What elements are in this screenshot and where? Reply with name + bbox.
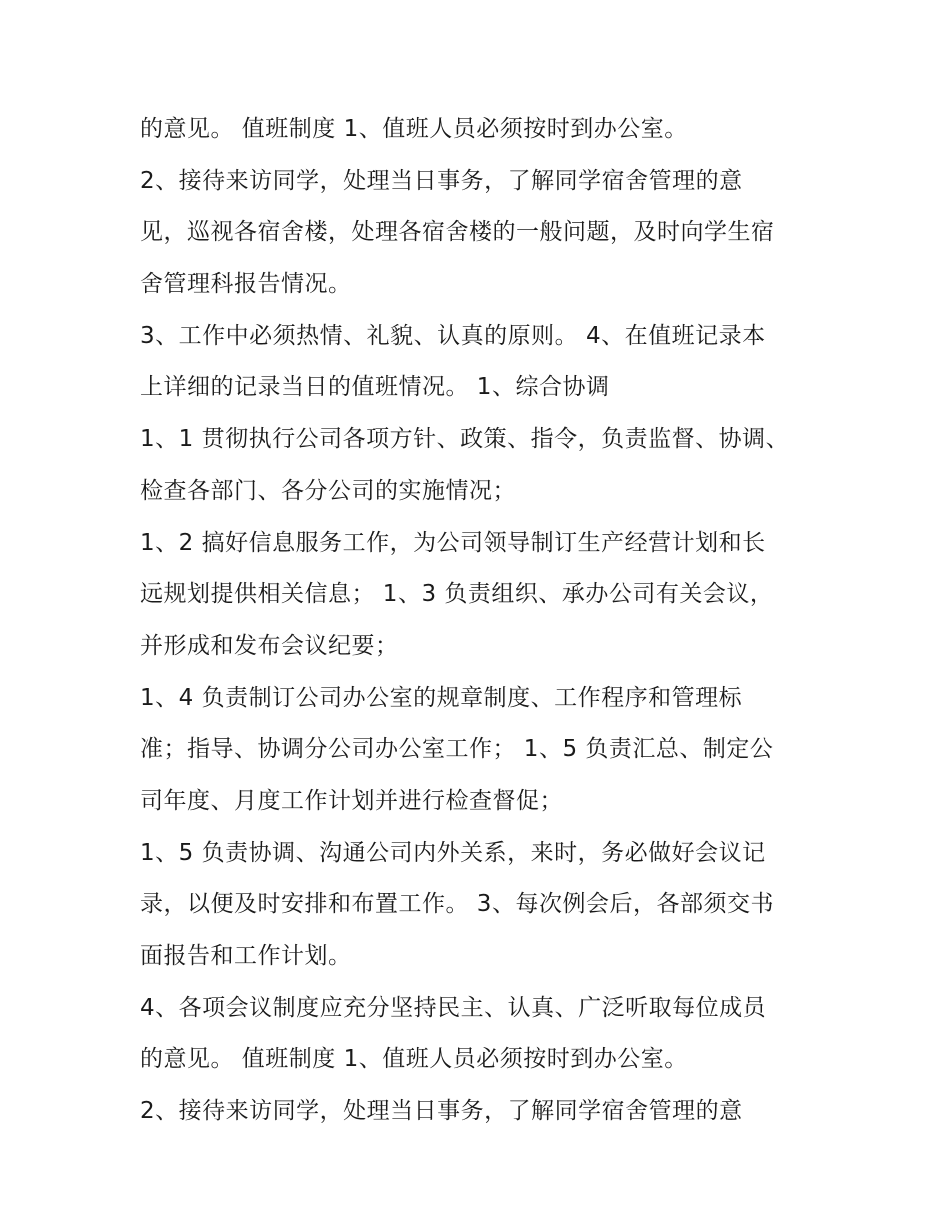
body-text: [140, 104, 840, 1138]
text-line: 1、2 搞好信息服务工作，为公司领导制订生产经营计划和长: [140, 529, 766, 556]
text-line: 检查各部门、各分公司的实施情况；: [140, 477, 516, 504]
text-line: 录，以便及时安排和布置工作。 3、每次例会后，各部须交书: [140, 891, 774, 918]
text-line: 的意见。 值班制度 1、值班人员必须按时到办公室。: [140, 1046, 688, 1073]
text-line: 舍管理科报告情况。: [140, 271, 352, 298]
text-line: 1、5 负责协调、沟通公司内外关系，来时，务必做好会议记: [140, 839, 766, 866]
text-line: 2、接待来访同学，处理当日事务，了解同学宿舍管理的意: [140, 167, 743, 194]
text-line: 并形成和发布会议纪要；: [140, 632, 399, 659]
text-line: 1、4 负责制订公司办公室的规章制度、工作程序和管理标: [140, 684, 743, 711]
text-line: 3、工作中必须热情、礼貌、认真的原则。 4、在值班记录本: [140, 322, 766, 349]
text-line: 见，巡视各宿舍楼，处理各宿舍楼的一般问题，及时向学生宿: [140, 219, 775, 246]
text-line: 的意见。 值班制度 1、值班人员必须按时到办公室。: [140, 116, 688, 142]
text-line: 司年度、月度工作计划并进行检查督促；: [140, 787, 563, 814]
text-line: 准；指导、协调分公司办公室工作； 1、5 负责汇总、制定公: [140, 736, 774, 763]
text-line: 面报告和工作计划。: [140, 943, 352, 969]
text-line: 2、接待来访同学，处理当日事务，了解同学宿舍管理的意: [140, 1098, 743, 1125]
text-line: 远规划提供相关信息； 1、3 负责组织、承办公司有关会议，: [140, 581, 774, 608]
text-line: 上详细的记录当日的值班情况。 1、综合协调: [140, 374, 610, 401]
text-line: 4、各项会议制度应充分坚持民主、认真、广泛听取每位成员: [140, 994, 767, 1021]
text-line: 1、1 贯彻执行公司各项方针、政策、指令，负责监督、协调、: [140, 426, 790, 453]
